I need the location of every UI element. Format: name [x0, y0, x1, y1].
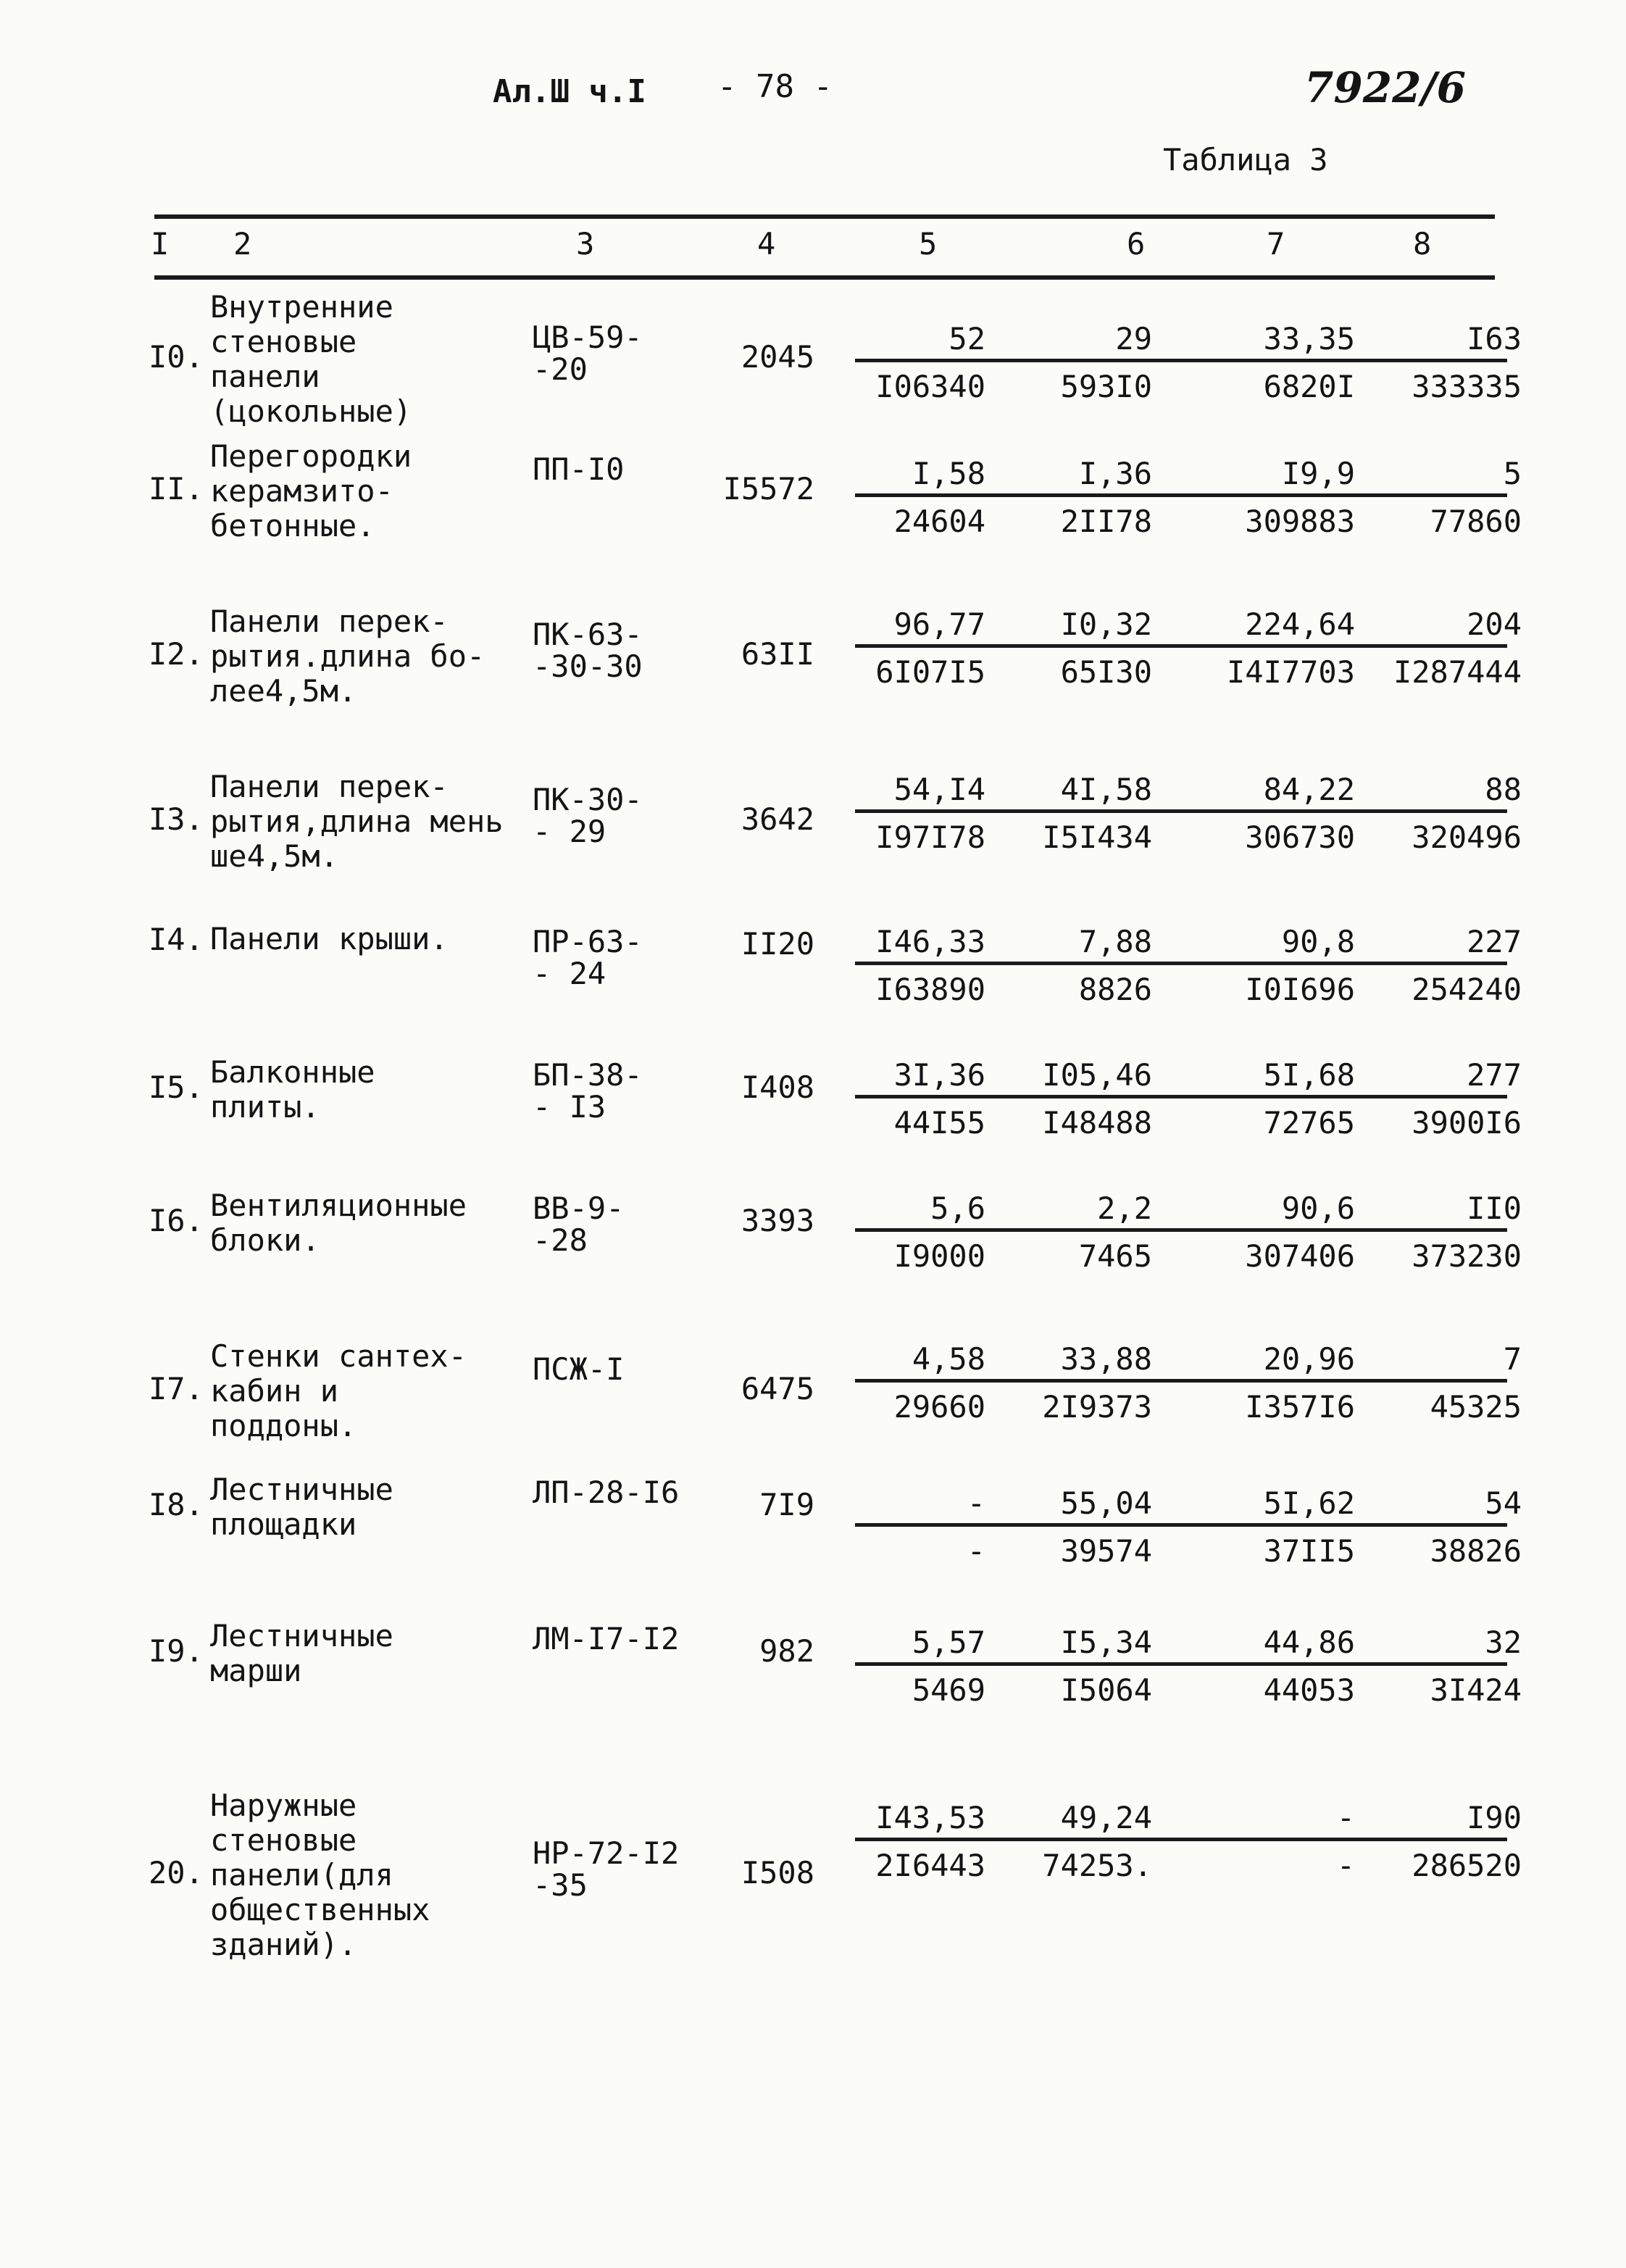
col-header-6: 6: [1127, 226, 1146, 262]
item-name: Лестничные площадки: [210, 1472, 393, 1542]
item-code: ПК-63- -30-30: [533, 617, 643, 684]
value-denominator: 7465: [1078, 1238, 1152, 1274]
value-denominator: 309883: [1245, 504, 1355, 539]
item-code: ЦВ-59- -20: [533, 320, 643, 387]
value-fraction-group: [855, 1788, 1522, 1896]
item-quantity: 3393: [741, 1203, 814, 1238]
value-denominator: 3900I6: [1412, 1105, 1522, 1141]
col-header-7: 7: [1267, 226, 1285, 262]
fraction-rule: [855, 1838, 1507, 1841]
value-numerator: 52: [948, 321, 985, 357]
value-denominator: I48488: [1042, 1105, 1152, 1141]
value-denominator: 44I55: [893, 1105, 985, 1141]
value-fraction-group: [855, 439, 1522, 551]
value-denominator: 254240: [1412, 972, 1522, 1007]
item-name: Панели перек- рытия.длина бо- лее4,5м.: [210, 604, 485, 709]
row-number: II.: [149, 471, 204, 506]
value-denominator: I287444: [1393, 654, 1522, 690]
value-fraction-group: [855, 604, 1522, 702]
value-numerator: 33,35: [1263, 321, 1355, 357]
value-denominator: I5I434: [1042, 820, 1152, 855]
value-numerator: 44,86: [1263, 1625, 1355, 1660]
value-denominator: I63890: [875, 972, 985, 1007]
value-fraction-group: [855, 1619, 1522, 1720]
row-number: I7.: [149, 1371, 204, 1406]
row-number: 20.: [149, 1855, 204, 1890]
col-header-2: 2: [233, 226, 252, 262]
value-denominator: I5064: [1060, 1672, 1152, 1708]
value-denominator: 8826: [1078, 972, 1152, 1007]
row-number: I9.: [149, 1633, 204, 1669]
value-numerator: 32: [1485, 1625, 1522, 1660]
item-code: ПСЖ-I: [533, 1351, 625, 1387]
value-denominator: I357I6: [1245, 1389, 1355, 1425]
table-title: Таблица 3: [1163, 142, 1328, 178]
row-number: I2.: [149, 636, 204, 672]
value-numerator: 3I,36: [893, 1057, 985, 1093]
value-denominator: 2II78: [1060, 504, 1152, 539]
value-fraction-group: [855, 1339, 1522, 1437]
value-fraction-group: [855, 290, 1522, 417]
item-quantity: 982: [759, 1633, 814, 1669]
row-number: I6.: [149, 1203, 204, 1238]
value-numerator: 5I,68: [1263, 1057, 1355, 1093]
value-numerator: 224,64: [1245, 606, 1355, 642]
item-name: Балконные плиты.: [210, 1054, 375, 1125]
item-quantity: I508: [741, 1855, 814, 1890]
value-denominator: 286520: [1412, 1848, 1522, 1883]
value-denominator: 3I424: [1430, 1672, 1522, 1708]
value-denominator: -: [967, 1533, 985, 1569]
value-numerator: 49,24: [1060, 1800, 1152, 1835]
value-numerator: I63: [1467, 321, 1522, 357]
value-fraction-group: [855, 770, 1522, 867]
value-numerator: 7: [1503, 1341, 1522, 1377]
value-numerator: 5,6: [930, 1191, 985, 1226]
col-header-4: 4: [757, 226, 776, 262]
item-code: ВВ-9- -28: [533, 1191, 625, 1258]
value-numerator: 277: [1467, 1057, 1522, 1093]
row-number: I3.: [149, 801, 204, 837]
item-code: НР-72-I2 -35: [533, 1835, 680, 1903]
item-quantity: I5572: [722, 471, 814, 506]
item-name: Стенки сантех- кабин и поддоны.: [210, 1338, 467, 1443]
value-denominator: I9000: [893, 1238, 985, 1274]
value-numerator: 5: [1503, 456, 1522, 491]
value-fraction-group: [855, 922, 1522, 1020]
value-denominator: 38826: [1430, 1533, 1522, 1569]
value-numerator: 90,6: [1281, 1191, 1355, 1226]
fraction-rule: [855, 1662, 1507, 1666]
value-numerator: -: [1336, 1800, 1355, 1835]
item-code: БП-38- - I3: [533, 1057, 643, 1125]
value-denominator: 65I30: [1060, 654, 1152, 690]
value-numerator: 5,57: [912, 1625, 985, 1660]
row-number: I0.: [149, 339, 204, 375]
value-numerator: 4I,58: [1060, 772, 1152, 807]
value-denominator: 333335: [1412, 369, 1522, 404]
value-denominator: 593I0: [1060, 369, 1152, 404]
value-denominator: 320496: [1412, 820, 1522, 855]
value-numerator: 55,04: [1060, 1485, 1152, 1521]
item-quantity: I408: [741, 1070, 814, 1105]
item-quantity: 3642: [741, 801, 814, 837]
value-denominator: I06340: [875, 369, 985, 404]
value-denominator: 306730: [1245, 820, 1355, 855]
value-numerator: 227: [1467, 924, 1522, 959]
value-numerator: 54: [1485, 1485, 1522, 1521]
item-quantity: 63II: [741, 636, 814, 672]
value-denominator: 307406: [1245, 1238, 1355, 1274]
header-bottom-rule: [154, 275, 1495, 280]
value-denominator: 6820I: [1263, 369, 1355, 404]
value-denominator: 24604: [893, 504, 985, 539]
item-code: ЛП-28-I6: [533, 1475, 680, 1510]
value-denominator: 39574: [1060, 1533, 1152, 1569]
page-number: - 78 -: [717, 68, 833, 105]
item-code: ПК-30- - 29: [533, 782, 643, 849]
value-numerator: I9,9: [1281, 456, 1355, 491]
item-quantity: II20: [741, 926, 814, 962]
value-numerator: 4,58: [912, 1341, 985, 1377]
col-header-5: 5: [919, 226, 938, 262]
item-quantity: 2045: [741, 339, 814, 375]
value-numerator: I0,32: [1060, 606, 1152, 642]
value-denominator: 2I9373: [1042, 1389, 1152, 1425]
value-denominator: 45325: [1430, 1389, 1522, 1425]
value-denominator: 44053: [1263, 1672, 1355, 1708]
item-name: Панели крыши.: [210, 921, 449, 956]
fraction-rule: [855, 1228, 1507, 1232]
value-denominator: 72765: [1263, 1105, 1355, 1141]
handwritten-doc-number: 7922/6: [1304, 63, 1466, 112]
value-numerator: 204: [1467, 606, 1522, 642]
value-numerator: 20,96: [1263, 1341, 1355, 1377]
value-denominator: 74253.: [1042, 1848, 1152, 1883]
item-name: Вентиляционные блоки.: [210, 1188, 467, 1258]
value-denominator: 37II5: [1263, 1533, 1355, 1569]
fraction-rule: [855, 1095, 1507, 1098]
value-numerator: I46,33: [875, 924, 985, 959]
value-numerator: I,36: [1078, 456, 1152, 491]
value-fraction-group: [855, 1055, 1522, 1153]
col-header-1: I: [151, 226, 170, 262]
fraction-rule: [855, 809, 1507, 813]
value-numerator: I,58: [912, 456, 985, 491]
value-numerator: 54,I4: [893, 772, 985, 807]
value-numerator: 84,22: [1263, 772, 1355, 807]
col-header-8: 8: [1413, 226, 1432, 262]
col-header-3: 3: [576, 226, 595, 262]
value-denominator: I0I696: [1245, 972, 1355, 1007]
value-numerator: -: [967, 1485, 985, 1521]
item-quantity: 7I9: [759, 1487, 814, 1522]
item-name: Лестничные марши: [210, 1618, 393, 1688]
value-numerator: I05,46: [1042, 1057, 1152, 1093]
value-numerator: I90: [1467, 1800, 1522, 1835]
value-denominator: I97I78: [875, 820, 985, 855]
item-quantity: 6475: [741, 1371, 814, 1406]
item-code: ПП-I0: [533, 451, 625, 487]
value-numerator: I43,53: [875, 1800, 985, 1835]
value-numerator: 29: [1115, 321, 1152, 357]
fraction-rule: [855, 962, 1507, 965]
value-numerator: 96,77: [893, 606, 985, 642]
item-name: Наружные стеновые панели(для общественных зданий).: [210, 1788, 430, 1962]
value-numerator: II0: [1467, 1191, 1522, 1226]
value-numerator: 33,88: [1060, 1341, 1152, 1377]
value-denominator: 6I07I5: [875, 654, 985, 690]
doc-section-label: Ал.Ш ч.I: [493, 73, 646, 110]
value-denominator: 373230: [1412, 1238, 1522, 1274]
value-numerator: 7,88: [1078, 924, 1152, 959]
value-numerator: 88: [1485, 772, 1522, 807]
fraction-rule: [855, 359, 1507, 362]
fraction-rule: [855, 493, 1507, 497]
fraction-rule: [855, 644, 1507, 648]
item-code: ЛМ-I7-I2: [533, 1621, 680, 1656]
row-number: I8.: [149, 1487, 204, 1522]
table-top-rule: [154, 214, 1495, 219]
fraction-rule: [855, 1523, 1507, 1527]
row-number: I4.: [149, 922, 204, 957]
value-denominator: 77860: [1430, 504, 1522, 539]
row-number: I5.: [149, 1070, 204, 1105]
value-denominator: 2I6443: [875, 1848, 985, 1883]
value-denominator: -: [1336, 1848, 1355, 1883]
value-numerator: 5I,62: [1263, 1485, 1355, 1521]
item-code: ПР-63- - 24: [533, 924, 643, 991]
value-fraction-group: [855, 1472, 1522, 1581]
item-name: Перегородки керамзито- бетонные.: [210, 438, 412, 543]
item-name: Внутренние стеновые панели (цокольные): [210, 289, 412, 429]
value-denominator: 5469: [912, 1672, 985, 1708]
fraction-rule: [855, 1379, 1507, 1383]
value-denominator: I4I7703: [1226, 654, 1355, 690]
value-numerator: I5,34: [1060, 1625, 1152, 1660]
item-name: Панели перек- рытия,длина мень ше4,5м.: [210, 769, 504, 874]
value-denominator: 29660: [893, 1389, 985, 1425]
value-fraction-group: [855, 1188, 1522, 1286]
value-numerator: 2,2: [1097, 1191, 1152, 1226]
value-numerator: 90,8: [1281, 924, 1355, 959]
